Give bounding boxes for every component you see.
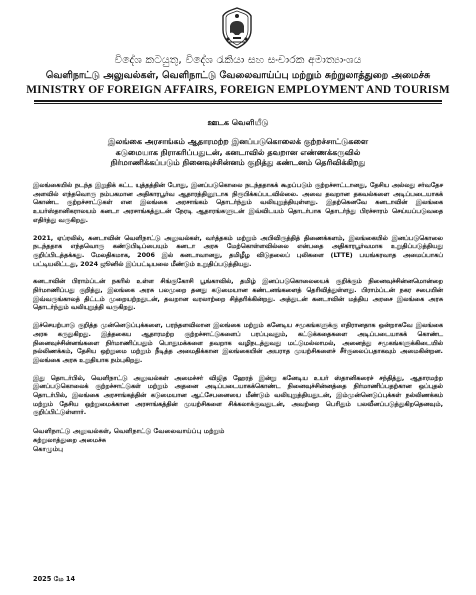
body-paragraph: இலங்கையில் நடந்த இறுதிக் கட்ட யுத்தத்தின் போது, இனப்படுகொலை நடந்ததாகக் கூறப்படும் குற்றச்சாட்டானது, தேசிய அல்லது சர்வதேச அளவில் எந்தவொரு நம்பகமான அதிகாரபூர்வ ஆதாரத்தினூடாக நிரூபிக்கப்படவில்லை. அவை தவறான தகவல்களை அடிப்படையாகக் கொண்ட குற்றச்சாட்டுகள் என இலங்கை அரசாங்கம் தொடர்ந்தும் வலியுறுத்தியுள்ளது. இதற்கெனவே கனடாவின் இலங்கை உயர்ஸ்தானிகராலயம் கனடா அரசாங்கத்துடன் நேரடி ஆதாரங்களுடன் இவ்விடயம் தொடர்பாக தொடர்ந்து பிரச்சாரம் செய்யப்படுவதை எதிர்த்து வருகிறது. xyxy=(33,181,443,224)
state-emblem-icon xyxy=(219,6,255,50)
body-paragraph: கனடாவின் பிராம்ப்டன் நகரில் உள்ள சிங்குகோசி பூங்காவில், தமிழ் இனப்படுகொலையைக் குறிக்கும் நினைவுச்சின்னமொன்றை நிர்மாணிப்பது குறித்து, இலங்கை அரசு பலமுறை தனது கடுமையான கண்டனங்களைத் தெரிவித்துள்ளது. பிராம்ப்டன் நகர சபையின் இவ்வருங்காலத் திட்டம் முறையற்றதுடன், தவறான வரலாற்றை சித்தரிக்கின்றது. அத்துடன் கனடாவின் மத்திய அரசை இலங்கை அரசு தொடர்ந்தும் வலியுறுத்தி வருகிறது. xyxy=(33,277,443,312)
body-paragraph: இது தொடர்பில், வெளிநாட்டு அலுவல்கள் அமைச்சர் விஜித ஹேரத் இன்று கனேடிய உயர் ஸ்தானிகரைச் சந்தித்து, ஆதாரமற்ற இனப்படுகொலைக் குற்றச்சாட்டுகள் மற்றும் அதனை அடிப்படையாகக்கொண்ட நினைவுச்சின்னத்தை நிர்மாணிப்பதற்கான ஒப்புதல் தொடர்பில், இலங்கை அரசாங்கத்தின் கடுமையான ஆட்சேபனையை மீண்டும் வலியுறுத்தியதுடன், இம்முன்னெடுப்புக்கள் நல்லிணக்கம் மற்றும் தேசிய ஒற்றுமைக்கான அரசாங்கத்தின் முயற்சிகளை சிக்கலாக்குவதுடன், அவற்றை பெரிதும் பலவீனப்படுத்துகிறதெனவும், குறிப்பிட்டுள்ளார். xyxy=(33,373,443,417)
letterhead-sinhala: විදේශ කටයුතු, විදේශ රැකියා සහ සංචාරක අමාත්‍යාංශය xyxy=(114,54,362,66)
letterhead-tamil: வெளிநாட்டு அலுவல்கள், வெளிநாட்டு வேலைவாய்ப்பு மற்றும் சுற்றுலாத்துறை அமைச்சு xyxy=(45,70,431,81)
letterhead-rule xyxy=(34,100,442,102)
signoff-line: வெளிநாட்டு அலுவல்கள், வெளிநாட்டு வேலைவாய்ப்பு மற்றும் xyxy=(33,427,225,436)
headline-line: கடுமையாக நிராகரிப்பதுடன், கனடாவில் தவறான எண்ணக்கருவில் xyxy=(115,147,361,157)
headline-line: இலங்கை அரசாங்கம் ஆதாரமற்ற இனப்படுகொலைக் குற்றச்சாட்டுகளை xyxy=(107,137,369,146)
press-release-body xyxy=(33,181,443,454)
headline xyxy=(38,137,438,169)
body-paragraph: 2021, ஏப்ரலில், கனடாவின் வெளிநாட்டு அலுவல்கள், வர்த்தகம் மற்றும் அபிவிருத்தித் திணைக்களம், இலங்கையில் இனப்படுகொலை நடந்ததாக எந்தவொரு கண்டுபிடிப்பையும் கனடா அரசு மேற்கொள்ளவில்லை என்பதை அதிகாரபூர்வமாக உறுதிப்படுத்தியது குறிப்பிடத்தக்கது. மேலதிகமாக, 2006 இல் கனடாவானது, தமிழீழ விடுதலைப் புலிகளை (LTTE) பயங்கரவாத அமைப்பாகப் பட்டியலிட்டது, 2024 ஜூனில் இப்பட்டியலை மீண்டும் உறுதிப்படுத்தியது. xyxy=(33,233,443,268)
signoff-block xyxy=(33,427,443,454)
signoff-line: கொழும்பு xyxy=(33,445,64,454)
letterhead-english: MINISTRY OF FOREIGN AFFAIRS, FOREIGN EMPLOYMENT AND TOURISM xyxy=(26,84,450,96)
headline-line: நிர்மாணிக்கப்படும் நினைவுச்சின்னம் குறித்து கண்டனம் தெரிவிக்கிறது xyxy=(110,158,366,167)
body-paragraph: இச்செயற்பாடு குறித்த முன்னெடுப்புக்களை, பரந்தளவிலான இலங்கை மற்றும் கனேடிய சமூகங்களுக்கு எதிரானதாக ஒன்றாகவே இலங்கை அரசு கருதுகிறது. இத்தகைய ஆதாரமற்ற குற்றச்சாட்டுகளைப் பரப்புவதும், கட்டுக்கதைகளை அடிப்படையாகக் கொண்ட நினைவுச்சின்னங்களை நிர்மாணிப்பதும் பொதுமக்களை தவறாக வழிநடத்துவது மட்டுமல்லாமல், அனைத்து சமூகங்களுக்கிடையில் நல்லிணக்கம், தேசிய ஒற்றுமை மற்றும் நீடித்த அமைதிக்கான இலங்கையின் அயராத முயற்சிகளைச் சீர்குலைப்பதாகவும் அமைகின்றன. இலங்கை அரசு உறுதியாக நம்புகிறது. xyxy=(33,321,443,364)
release-date: 2025 மே 14 xyxy=(33,575,76,583)
signoff-line: சுற்றுலாத்துறை அமைச்சு xyxy=(33,436,107,445)
letterhead-rule-thin xyxy=(34,103,442,104)
document-type: ஊடக வெளியீடு xyxy=(207,118,269,127)
